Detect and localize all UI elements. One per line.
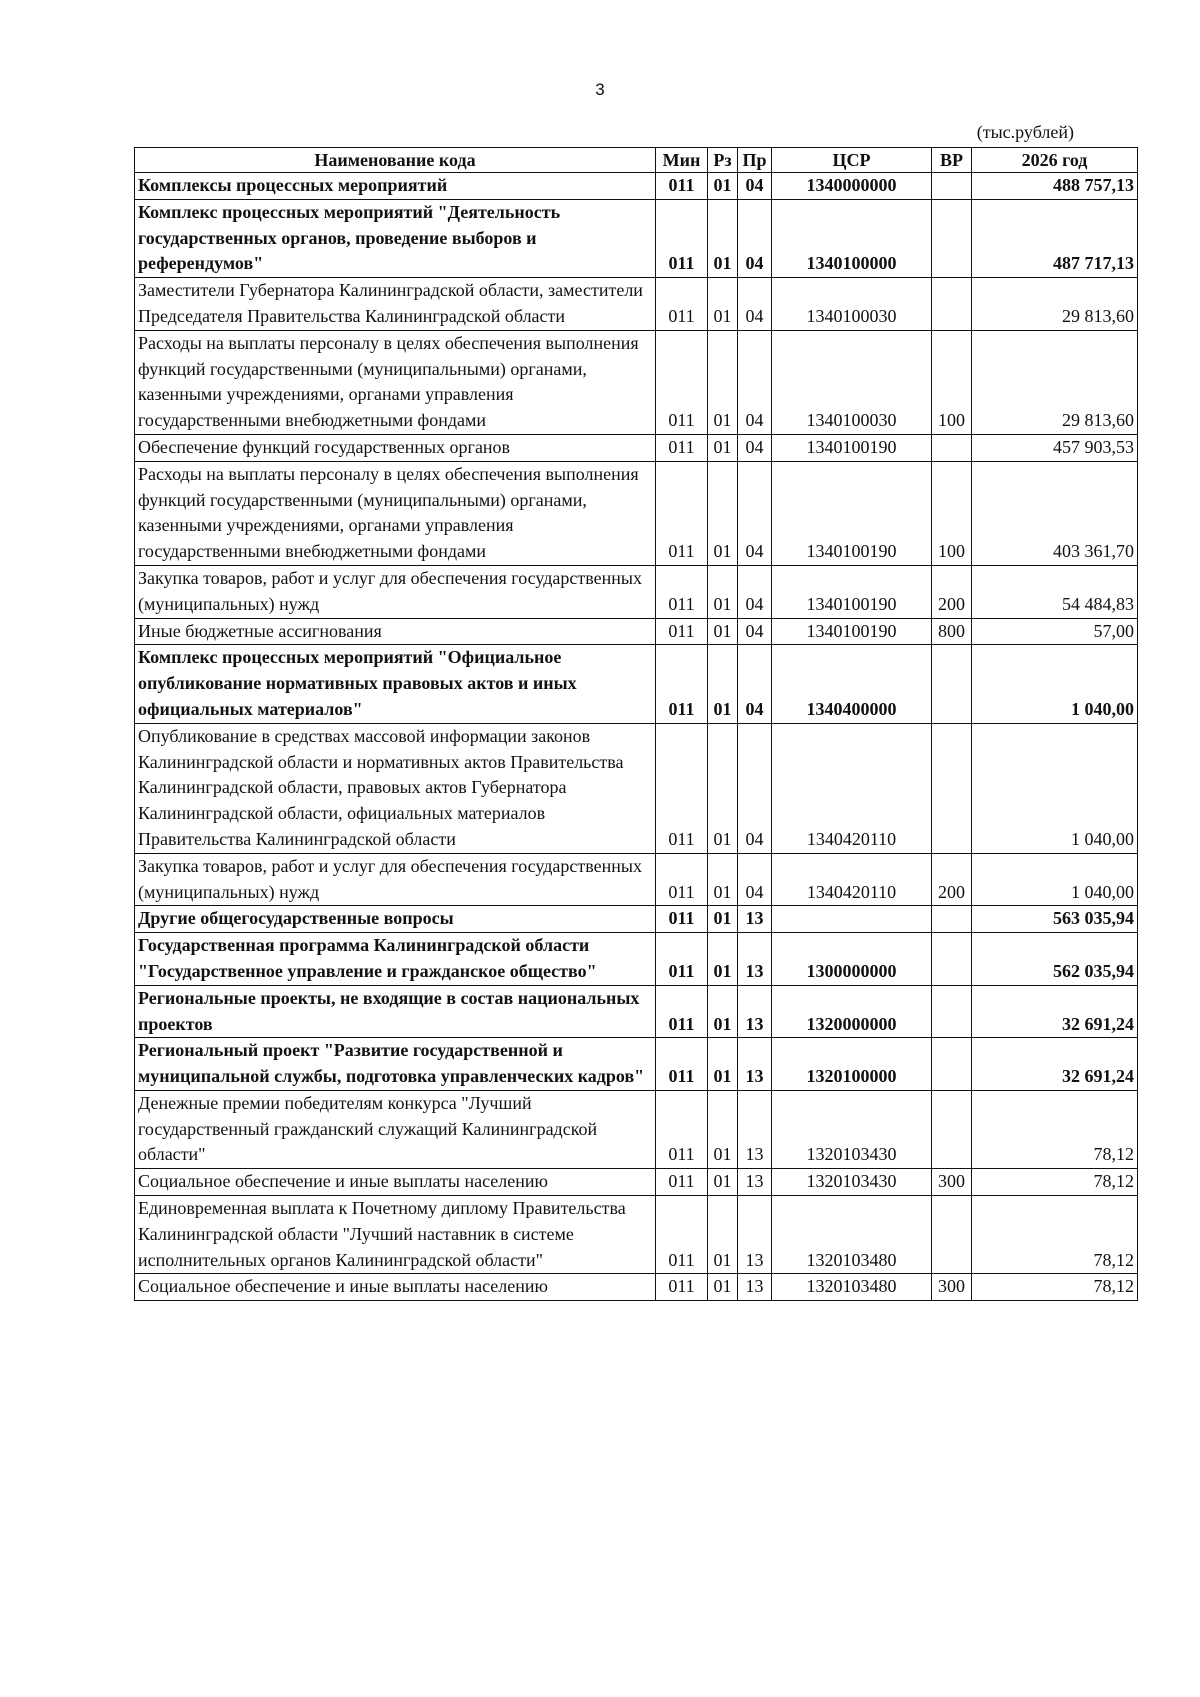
cell-min: 011: [656, 1274, 708, 1301]
cell-name: Комплексы процессных мероприятий: [135, 173, 656, 200]
table-row: [135, 1169, 1138, 1196]
cell-rz: 01: [708, 933, 738, 986]
cell-rz: 01: [708, 565, 738, 618]
cell-csr: 1320103480: [772, 1196, 932, 1274]
cell-name: Государственная программа Калининградской области "Государственное управление и гражданское общество": [135, 933, 656, 986]
cell-vr: 800: [932, 618, 972, 645]
cell-amount: 78,12: [972, 1169, 1138, 1196]
cell-rz: 01: [708, 985, 738, 1038]
cell-rz: 01: [708, 723, 738, 853]
cell-vr: [932, 723, 972, 853]
cell-name: Другие общегосударственные вопросы: [135, 906, 656, 933]
cell-csr: 1340420110: [772, 853, 932, 906]
cell-pr: 04: [738, 853, 772, 906]
cell-name: Социальное обеспечение и иные выплаты населению: [135, 1169, 656, 1196]
cell-pr: 04: [738, 199, 772, 277]
cell-min: 011: [656, 906, 708, 933]
cell-pr: 04: [738, 278, 772, 331]
cell-pr: 04: [738, 461, 772, 565]
cell-vr: [932, 434, 972, 461]
cell-min: 011: [656, 723, 708, 853]
cell-min: 011: [656, 618, 708, 645]
table-row: [135, 1274, 1138, 1301]
cell-csr: 1340420110: [772, 723, 932, 853]
cell-name: Денежные премии победителям конкурса "Лучший государственный гражданский служащий Калининградской области": [135, 1090, 656, 1168]
cell-min: 011: [656, 565, 708, 618]
cell-pr: 13: [738, 1196, 772, 1274]
cell-min: 011: [656, 173, 708, 200]
cell-vr: 300: [932, 1274, 972, 1301]
cell-vr: [932, 985, 972, 1038]
cell-min: 011: [656, 853, 708, 906]
cell-rz: 01: [708, 199, 738, 277]
table-row: [135, 278, 1138, 331]
table-row: [135, 173, 1138, 200]
cell-csr: 1320000000: [772, 985, 932, 1038]
cell-min: 011: [656, 645, 708, 723]
cell-amount: 457 903,53: [972, 434, 1138, 461]
cell-amount: 1 040,00: [972, 723, 1138, 853]
cell-pr: 13: [738, 906, 772, 933]
table-row: [135, 853, 1138, 906]
table-header: [135, 148, 1138, 173]
cell-pr: 13: [738, 1038, 772, 1091]
cell-name: Заместители Губернатора Калининградской области, заместители Председателя Правительства Калининградской области: [135, 278, 656, 331]
table-row: [135, 434, 1138, 461]
cell-csr: 1340100000: [772, 199, 932, 277]
cell-min: 011: [656, 1038, 708, 1091]
cell-rz: 01: [708, 618, 738, 645]
cell-pr: 04: [738, 330, 772, 434]
cell-min: 011: [656, 278, 708, 331]
cell-csr: 1340100190: [772, 461, 932, 565]
table-row: [135, 1038, 1138, 1091]
cell-vr: 300: [932, 1169, 972, 1196]
cell-min: 011: [656, 1196, 708, 1274]
cell-pr: 04: [738, 645, 772, 723]
cell-amount: 78,12: [972, 1196, 1138, 1274]
cell-vr: 100: [932, 461, 972, 565]
col-header-min: Мин: [656, 148, 708, 173]
cell-pr: 04: [738, 434, 772, 461]
col-header-rz: Рз: [708, 148, 738, 173]
page-number: 3: [595, 80, 605, 99]
col-header-pr: Пр: [738, 148, 772, 173]
cell-rz: 01: [708, 1038, 738, 1091]
cell-rz: 01: [708, 1090, 738, 1168]
cell-amount: 562 035,94: [972, 933, 1138, 986]
cell-rz: 01: [708, 853, 738, 906]
cell-vr: 200: [932, 565, 972, 618]
cell-vr: [932, 199, 972, 277]
col-header-vr: ВР: [932, 148, 972, 173]
cell-amount: 563 035,94: [972, 906, 1138, 933]
cell-vr: [932, 933, 972, 986]
table-row: [135, 723, 1138, 853]
cell-rz: 01: [708, 278, 738, 331]
cell-amount: 54 484,83: [972, 565, 1138, 618]
cell-csr: 1340100190: [772, 434, 932, 461]
cell-amount: 29 813,60: [972, 278, 1138, 331]
cell-csr: 1340000000: [772, 173, 932, 200]
cell-rz: 01: [708, 1196, 738, 1274]
cell-amount: 403 361,70: [972, 461, 1138, 565]
cell-csr: 1340100030: [772, 278, 932, 331]
col-header-year: 2026 год: [972, 148, 1138, 173]
cell-min: 011: [656, 330, 708, 434]
cell-csr: 1340400000: [772, 645, 932, 723]
cell-amount: 78,12: [972, 1090, 1138, 1168]
cell-vr: [932, 278, 972, 331]
table-row: [135, 1090, 1138, 1168]
cell-min: 011: [656, 461, 708, 565]
cell-rz: 01: [708, 1274, 738, 1301]
cell-pr: 04: [738, 723, 772, 853]
cell-pr: 13: [738, 1169, 772, 1196]
table-row: [135, 618, 1138, 645]
table-row: [135, 645, 1138, 723]
cell-name: Иные бюджетные ассигнования: [135, 618, 656, 645]
table-row: [135, 461, 1138, 565]
cell-amount: 32 691,24: [972, 1038, 1138, 1091]
cell-csr: 1320103430: [772, 1090, 932, 1168]
cell-min: 011: [656, 1169, 708, 1196]
units-note: (тыс.рублей): [976, 122, 1074, 142]
cell-csr: 1340100030: [772, 330, 932, 434]
col-header-name: Наименование кода: [135, 148, 656, 173]
cell-name: Региональный проект "Развитие государственной и муниципальной службы, подготовка управленческих кадров": [135, 1038, 656, 1091]
budget-table: [134, 147, 1138, 1301]
cell-name: Единовременная выплата к Почетному диплому Правительства Калининградской области "Лучший наставник в системе исполнительных органов Калининградской области": [135, 1196, 656, 1274]
cell-min: 011: [656, 434, 708, 461]
cell-csr: 1340100190: [772, 565, 932, 618]
cell-min: 011: [656, 199, 708, 277]
cell-amount: 1 040,00: [972, 853, 1138, 906]
cell-csr: 1340100190: [772, 618, 932, 645]
cell-vr: [932, 906, 972, 933]
cell-rz: 01: [708, 1169, 738, 1196]
table-row: [135, 330, 1138, 434]
cell-vr: [932, 645, 972, 723]
cell-name: Опубликование в средствах массовой информации законов Калининградской области и нормативных актов Правительства Калининградской области, правовых актов Губернатора Калининградской области, официальных материалов Правительства Калининградской области: [135, 723, 656, 853]
cell-name: Закупка товаров, работ и услуг для обеспечения государственных (муниципальных) нужд: [135, 565, 656, 618]
cell-name: Региональные проекты, не входящие в состав национальных проектов: [135, 985, 656, 1038]
cell-vr: [932, 1196, 972, 1274]
cell-vr: [932, 173, 972, 200]
cell-rz: 01: [708, 173, 738, 200]
cell-csr: 1320103480: [772, 1274, 932, 1301]
cell-min: 011: [656, 1090, 708, 1168]
cell-pr: 04: [738, 618, 772, 645]
table-row: [135, 985, 1138, 1038]
cell-amount: 78,12: [972, 1274, 1138, 1301]
cell-pr: 13: [738, 933, 772, 986]
cell-amount: 29 813,60: [972, 330, 1138, 434]
cell-csr: [772, 906, 932, 933]
cell-name: Обеспечение функций государственных органов: [135, 434, 656, 461]
cell-rz: 01: [708, 645, 738, 723]
cell-name: Закупка товаров, работ и услуг для обеспечения государственных (муниципальных) нужд: [135, 853, 656, 906]
table-row: [135, 906, 1138, 933]
cell-csr: 1320103430: [772, 1169, 932, 1196]
cell-vr: 100: [932, 330, 972, 434]
table-row: [135, 199, 1138, 277]
cell-pr: 13: [738, 985, 772, 1038]
cell-name: Комплекс процессных мероприятий "Деятельность государственных органов, проведение выборов и референдумов": [135, 199, 656, 277]
cell-amount: 488 757,13: [972, 173, 1138, 200]
cell-name: Расходы на выплаты персоналу в целях обеспечения выполнения функций государственными (муниципальными) органами, казенными учреждениями, органами управления государственными внебюджетными фондами: [135, 461, 656, 565]
cell-pr: 13: [738, 1090, 772, 1168]
cell-name: Социальное обеспечение и иные выплаты населению: [135, 1274, 656, 1301]
cell-rz: 01: [708, 461, 738, 565]
table-row: [135, 933, 1138, 986]
table-row: [135, 565, 1138, 618]
cell-min: 011: [656, 985, 708, 1038]
cell-name: Расходы на выплаты персоналу в целях обеспечения выполнения функций государственными (муниципальными) органами, казенными учреждениями, органами управления государственными внебюджетными фондами: [135, 330, 656, 434]
table-row: [135, 1196, 1138, 1274]
cell-csr: 1300000000: [772, 933, 932, 986]
cell-amount: 1 040,00: [972, 645, 1138, 723]
col-header-csr: ЦСР: [772, 148, 932, 173]
cell-amount: 57,00: [972, 618, 1138, 645]
cell-pr: 13: [738, 1274, 772, 1301]
cell-rz: 01: [708, 434, 738, 461]
cell-amount: 487 717,13: [972, 199, 1138, 277]
cell-vr: [932, 1090, 972, 1168]
cell-rz: 01: [708, 330, 738, 434]
cell-csr: 1320100000: [772, 1038, 932, 1091]
table-body: [135, 173, 1138, 1301]
cell-min: 011: [656, 933, 708, 986]
cell-rz: 01: [708, 906, 738, 933]
cell-name: Комплекс процессных мероприятий "Официальное опубликование нормативных правовых актов и иных официальных материалов": [135, 645, 656, 723]
cell-vr: 200: [932, 853, 972, 906]
cell-pr: 04: [738, 173, 772, 200]
cell-amount: 32 691,24: [972, 985, 1138, 1038]
cell-vr: [932, 1038, 972, 1091]
cell-pr: 04: [738, 565, 772, 618]
